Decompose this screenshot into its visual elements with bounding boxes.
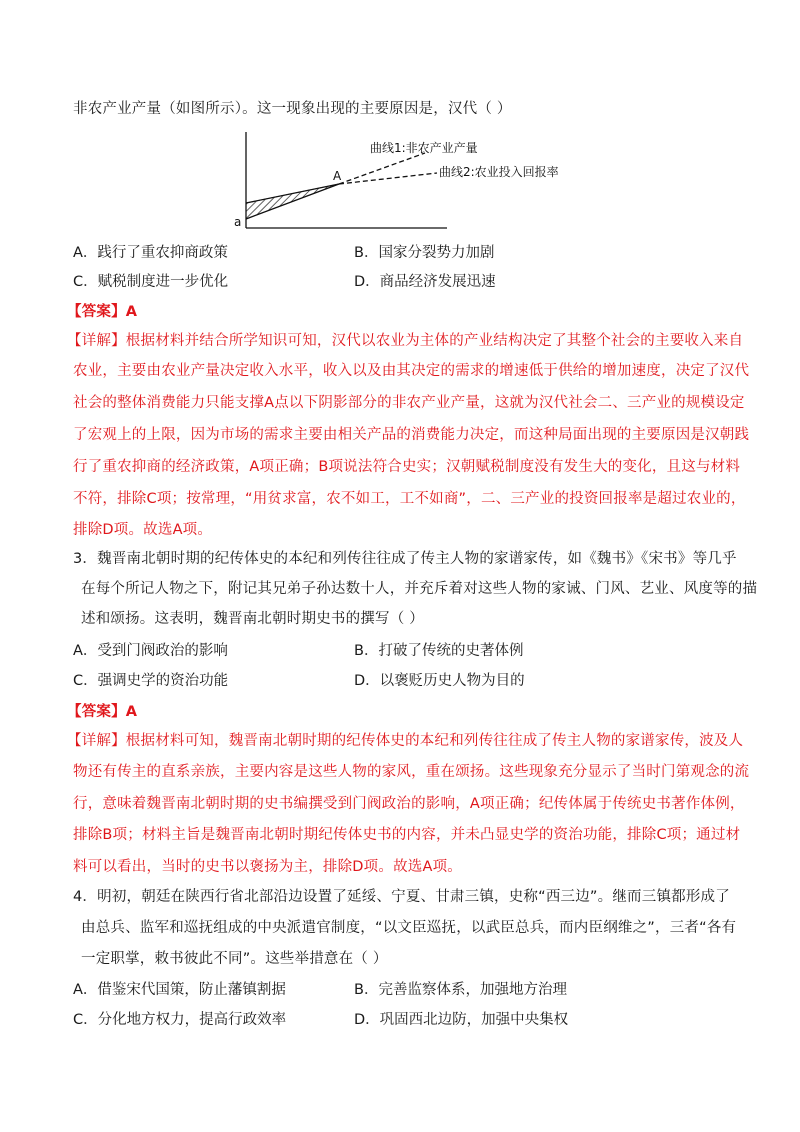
- q2-figure: [232, 126, 592, 234]
- q3-stem-line: 述和颂扬。这表明，魏晋南北朝时期史书的撰写（ ）: [81, 611, 424, 627]
- q4-stem-line: 由总兵、监军和巡抚组成的中央派遣官制度，“以文臣巡抚，以武臣总兵，而内臣纲维之”，三者“各有: [81, 920, 737, 936]
- q2-option-b: B．国家分裂势力加剧: [354, 245, 495, 261]
- curve1-label: 曲线1:非农产业产量: [370, 141, 478, 155]
- curve2-dashed: [339, 173, 437, 184]
- q3-option-c: C．强调史学的资治功能: [73, 673, 229, 689]
- q3-detail-line: 行，意味着魏晋南北朝时期的史书编撰受到门阀政治的影响，A项正确；纪传体属于传统史书著作体例，: [73, 796, 745, 812]
- q4-option-d: D．巩固西北边防，加强中央集权: [354, 1012, 569, 1028]
- q2-detail-line: 行了重农抑商的经济政策，A项正确；B项说法符合史实；汉朝赋税制度没有发生大的变化，且这与材料: [73, 459, 741, 475]
- q3-stem-line: 在每个所记人物之下，附记其兄弟子孙达数十人，并充斥着对这些人物的家诫、门风、艺业、风度等的描: [81, 581, 758, 597]
- q3-option-b: B．打破了传统的史著体例: [354, 643, 524, 659]
- point-A-label: A: [333, 169, 342, 183]
- q2-stem: 非农产业产量（如图所示）。这一现象出现的主要原因是，汉代（ ）: [73, 101, 512, 117]
- q2-detail-line: 不符，排除C项；按常理，“用贫求富，农不如工，工不如商”，二、三产业的投资回报率是超过农业的，: [73, 491, 746, 507]
- q3-option-d: D．以褒贬历史人物为目的: [354, 673, 525, 689]
- q2-chart: [232, 126, 592, 234]
- q4-stem-line: 一定职掌，敕书彼此不同”。这些举措意在（ ）: [81, 951, 388, 967]
- q2-detail-line: 社会的整体消费能力只能支撑A点以下阴影部分的非农产业产量，这就为汉代社会二、三产业的规模设定: [73, 395, 745, 411]
- q2-option-a: A．践行了重农抑商政策: [73, 245, 228, 261]
- q3-detail-line: 【详解】根据材料可知，魏晋南北朝时期的纪传体史的本纪和列传往往成了传主人物的家谱家传，波及人: [67, 733, 744, 749]
- q3-detail-line: 料可以看出，当时的史书以褒扬为主，排除D项。故选A项。: [73, 859, 462, 875]
- q3-detail-line: 排除B项；材料主旨是魏晋南北朝时期纪传体史书的内容，并未凸显史学的资治功能，排除C项；通过材: [73, 827, 741, 843]
- q2-option-c: C．赋税制度进一步优化: [73, 274, 229, 290]
- q2-option-d: D．商品经济发展迅速: [354, 274, 496, 290]
- q2-detail-line: 排除D项。故选A项。: [73, 522, 213, 538]
- q2-detail-line: 【详解】根据材料并结合所学知识可知，汉代以农业为主体的产业结构决定了其整个社会的主要收入来自: [67, 333, 744, 349]
- q3-answer: 【答案】A: [67, 704, 138, 720]
- q3-stem-line: 3．魏晋南北朝时期的纪传体史的本纪和列传往往成了传主人物的家谱家传，如《魏书》《宋书》等几乎: [73, 551, 737, 567]
- q2-detail-line: 了宏观上的上限，因为市场的需求主要由相关产品的消费能力决定，而这种局面出现的主要原因是汉朝践: [73, 427, 750, 443]
- q2-answer: 【答案】A: [67, 304, 138, 320]
- point-a-label: a: [234, 215, 242, 229]
- q4-option-b: B．完善监察体系，加强地方治理: [354, 982, 567, 998]
- q4-stem-line: 4．明初，朝廷在陕西行省北部沿边设置了延绥、宁夏、甘肃三镇，史称“西三边”。继而三镇都形成了: [73, 889, 730, 905]
- q3-option-a: A．受到门阀政治的影响: [73, 643, 228, 659]
- q3-detail-line: 物还有传主的直系亲族，主要内容是这些人物的家风，重在颂扬。这些现象充分显示了当时门第观念的流: [73, 764, 750, 780]
- q4-option-a: A．借鉴宋代国策，防止藩镇割据: [73, 982, 286, 998]
- curve2-label: 曲线2:农业投入回报率: [439, 165, 559, 179]
- q2-detail-line: 农业，主要由农业产量决定收入水平，收入以及由其决定的需求的增速低于供给的增加速度，决定了汉代: [73, 363, 750, 379]
- q4-option-c: C．分化地方权力，提高行政效率: [73, 1012, 287, 1028]
